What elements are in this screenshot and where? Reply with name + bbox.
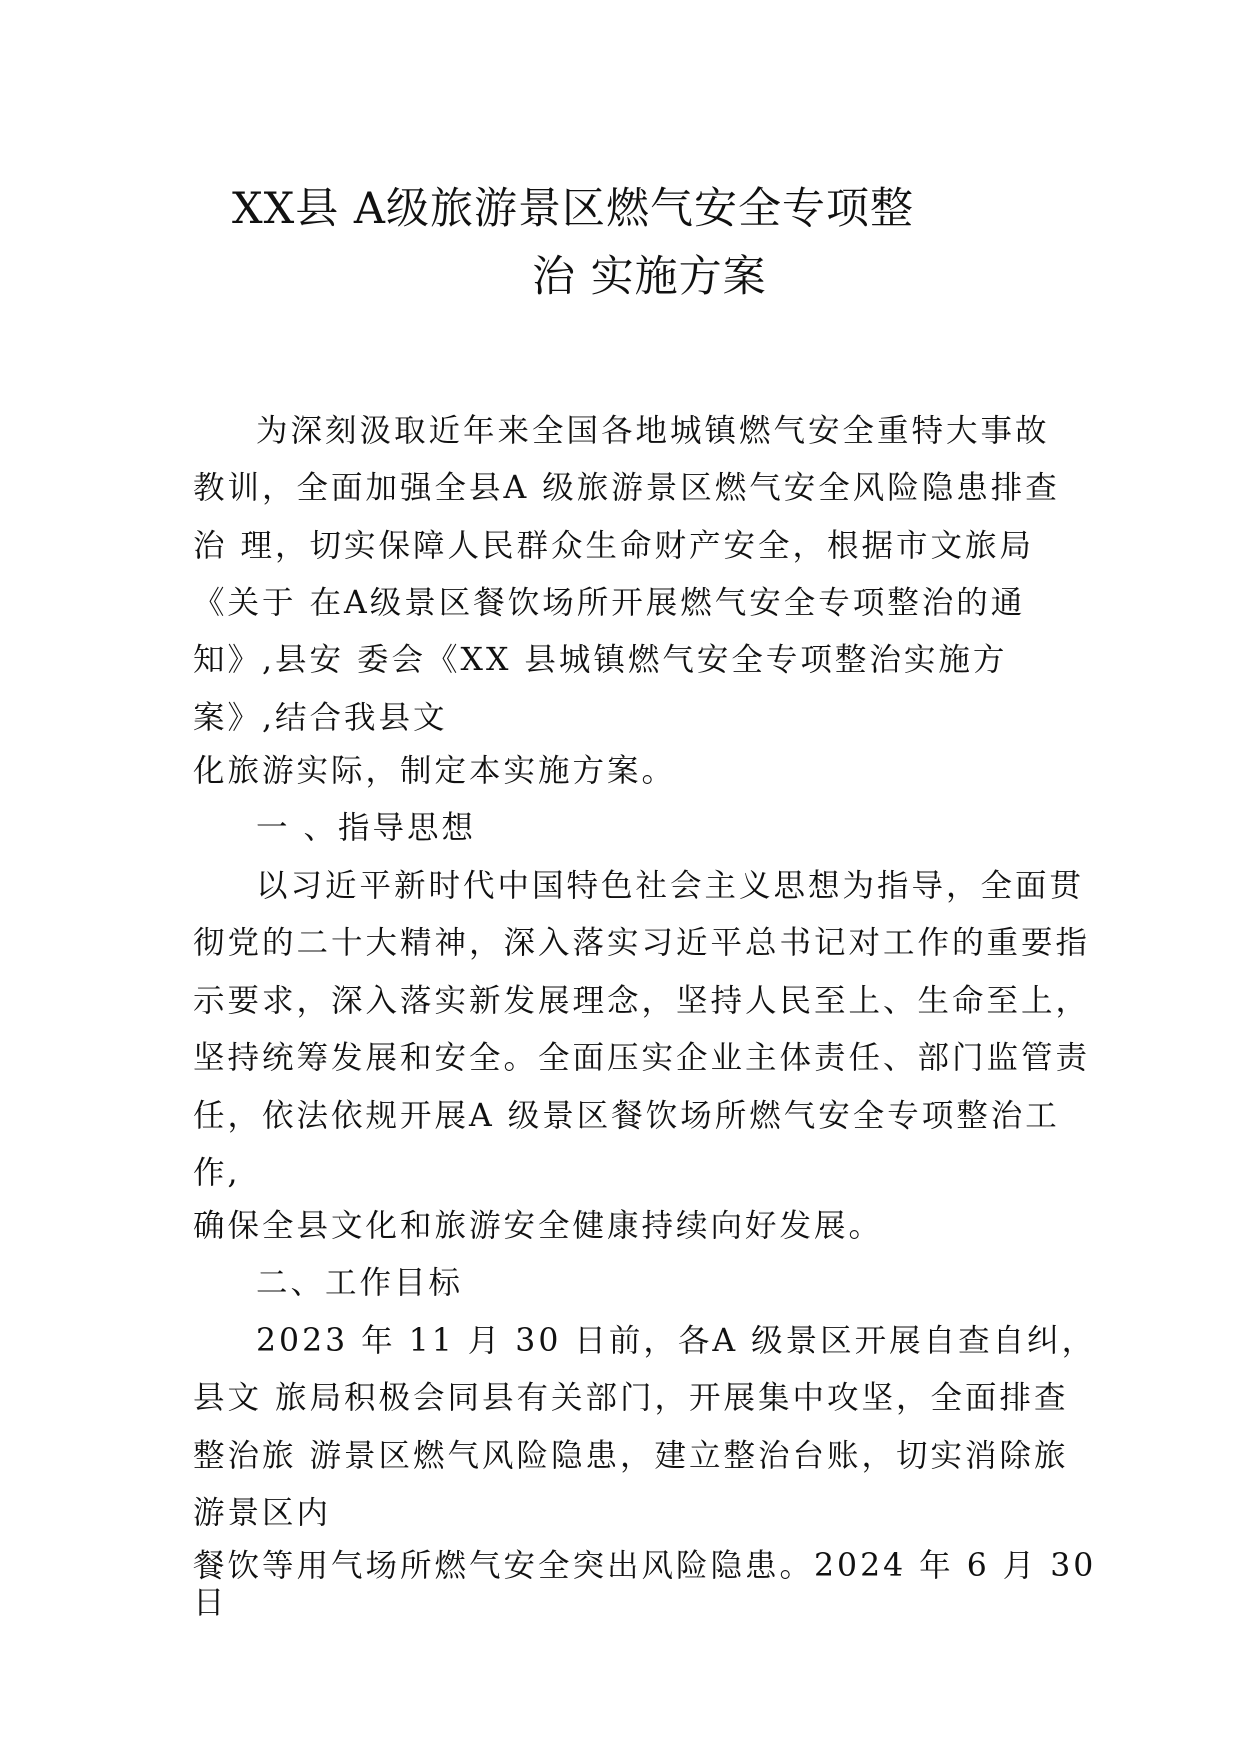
body-line: 2023 年 11 月 30 日前，各A 级景区开展自查自纠，	[256, 1323, 1097, 1359]
body-line: 为深刻汲取近年来全国各地城镇燃气安全重特大事故	[256, 413, 1050, 449]
body-line: 教训，全面加强全县A 级旅游景区燃气安全风险隐患排查	[193, 470, 1060, 506]
section-heading-guiding-ideology: 一 、指导思想	[256, 810, 477, 846]
body-line: 知》,县安 委会《XX 县城镇燃气安全专项整治实施方	[193, 642, 1008, 678]
section-heading-work-goals: 二、工作目标	[256, 1265, 464, 1301]
body-line: 示要求，深入落实新发展理念，坚持人民至上、生命至上，	[193, 983, 1091, 1019]
body-line: 任，依法依规开展A 级景区餐饮场所燃气安全专项整治工	[193, 1098, 1060, 1134]
body-line: 游景区内	[193, 1495, 332, 1531]
body-line: 化旅游实际，制定本实施方案。	[193, 753, 677, 789]
body-line: 整治旅 游景区燃气风险隐患，建立整治台账，切实消除旅	[193, 1438, 1069, 1474]
body-line: 《关于 在A级景区餐饮场所开展燃气安全专项整治的通	[193, 585, 1026, 621]
body-line: 作,	[193, 1155, 241, 1191]
body-line: 确保全县文化和旅游安全健康持续向好发展。	[193, 1208, 884, 1244]
body-line: 彻党的二十大精神，深入落实习近平总书记对工作的重要指	[193, 925, 1091, 961]
body-line: 餐饮等用气场所燃气安全突出风险隐患。2024 年 6 月 30	[193, 1548, 1097, 1584]
body-line: 日	[193, 1585, 228, 1621]
body-line: 县文 旅局积极会同县有关部门，开展集中攻坚，全面排查	[193, 1380, 1069, 1416]
document-title-line-1: XX县 A级旅游景区燃气安全专项整	[232, 184, 914, 234]
body-line: 治 理，切实保障人民群众生命财产安全，根据市文旅局	[193, 528, 1035, 564]
document-title-line-2: 治 实施方案	[532, 252, 767, 302]
body-line: 坚持统筹发展和安全。全面压实企业主体责任、部门监管责	[193, 1040, 1091, 1076]
body-line: 案》,结合我县文	[193, 700, 448, 736]
body-line: 以习近平新时代中国特色社会主义思想为指导，全面贯	[256, 868, 1085, 904]
